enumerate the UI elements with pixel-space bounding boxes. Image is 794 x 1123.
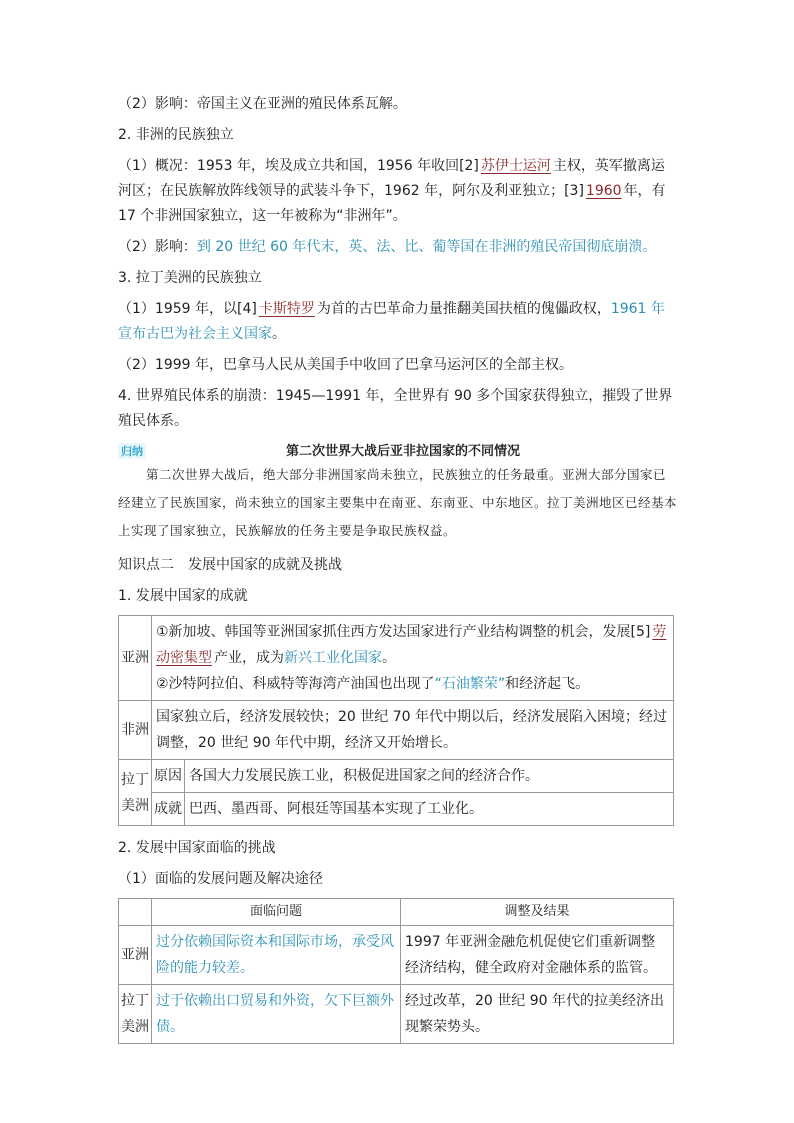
answer-labor-intensive: 劳动密集型 [156,624,667,666]
reason-label: 原因 [152,760,185,793]
challenges-table [118,898,674,1044]
answer-suez: 苏伊士运河 [480,158,551,174]
table-row [119,793,674,826]
corner-cell [119,899,152,926]
africa-cell: 国家独立后，经济发展较快；20 世纪 70 年代中期以后，经济发展陷入困境；经过调整，20 世纪 90 年代中期，经济又开始增长。 [152,701,674,760]
latam-cuba: （1）1959 年，以[4] 卡斯特罗 为首的古巴革命力量推翻美国扶植的傀儡政权，1961 年宣布古巴为社会主义国家。 [118,301,665,342]
table-row [119,701,674,760]
summary-title: 第二次世界大战后亚非拉国家的不同情况 [286,444,521,459]
asia-impact: （2）影响：帝国主义在亚洲的殖民体系瓦解。 [118,96,407,112]
asia-cell: ①新加坡、韩国等亚洲国家抓住西方发达国家进行产业结构调整的机会，发展[5] 劳动密集型 产业，成为新兴工业化国家。 ②沙特阿拉伯、科威特等海湾产油国也出现了“石油繁荣”和经济起飞。 [152,616,674,701]
row-label-latam: 拉丁 美洲 [119,760,152,826]
result-cell: 巴西、墨西哥、阿根廷等国基本实现了工业化。 [185,793,674,826]
table-row [119,926,674,985]
summary-body: 第二次世界大战后，绝大部分非洲国家尚未独立，民族独立的任务最重。亚洲大部分国家已经建立了民族国家，尚未独立的国家主要集中在南亚、东南亚、中东地区。拉丁美洲地区已经基本上实现了国家独立，民族解放的任务主要是争取民族权益。 [118,467,678,538]
table-row [119,616,674,701]
knowledge-point-2: 知识点二 发展中国家的成就及挑战 [118,557,342,573]
asia-problem: 过分依赖国际资本和国际市场，承受风险的能力较差。 [152,926,401,985]
answer-castro: 卡斯特罗 [258,301,315,317]
row-label-asia: 亚洲 [119,926,152,985]
heading-challenges: 2. 发展中国家面临的挑战 [118,840,276,856]
colonial-collapse: 4. 世界殖民体系的崩溃：1945—1991 年，全世界有 90 多个国家获得独立，摧毁了世界殖民体系。 [118,388,673,429]
summary-box [118,440,678,545]
achievements-table [118,615,674,826]
table-row [119,760,674,793]
africa-impact: （2）影响：到 20 世纪 60 年代末，英、法、比、葡等国在非洲的殖民帝国彻底崩溃。 [118,239,657,255]
col-header-problem: 面临问题 [152,899,401,926]
challenges-sub: （1）面临的发展问题及解决途径 [118,871,323,887]
heading-latam: 3. 拉丁美洲的民族独立 [118,270,262,286]
table-row [119,985,674,1044]
heading-africa: 2. 非洲的民族独立 [118,127,234,143]
col-header-result: 调整及结果 [401,899,674,926]
latam-problem: 过于依赖出口贸易和外资，欠下巨额外债。 [152,985,401,1044]
result-label: 成就 [152,793,185,826]
africa-overview: （1）概况：1953 年，埃及成立共和国，1956 年收回[2] 苏伊士运河 主权，英军撤离运河区；在民族解放阵线领导的武装斗争下，1962 年，阿尔及利亚独立；[3] 1960 年，有 17 个非洲国家独立，这一年被称为“非洲年”。 [118,158,666,224]
row-label-africa: 非洲 [119,701,152,760]
document-page [118,92,678,1044]
reason-cell: 各国大力发展民族工业，积极促进国家之间的经济合作。 [185,760,674,793]
row-label-asia: 亚洲 [119,616,152,701]
asia-result: 1997 年亚洲金融危机促使它们重新调整经济结构，健全政府对金融体系的监管。 [401,926,674,985]
summary-tag: 归纳 [118,443,146,459]
latam-result: 经过改革，20 世纪 90 年代的拉美经济出现繁荣势头。 [401,985,674,1044]
answer-1960: 1960 [585,183,622,199]
table-header-row [119,899,674,926]
heading-achievements: 1. 发展中国家的成就 [118,588,248,604]
latam-panama: （2）1999 年，巴拿马人民从美国手中收回了巴拿马运河区的全部主权。 [118,357,573,373]
row-label-latam: 拉丁 美洲 [119,985,152,1044]
